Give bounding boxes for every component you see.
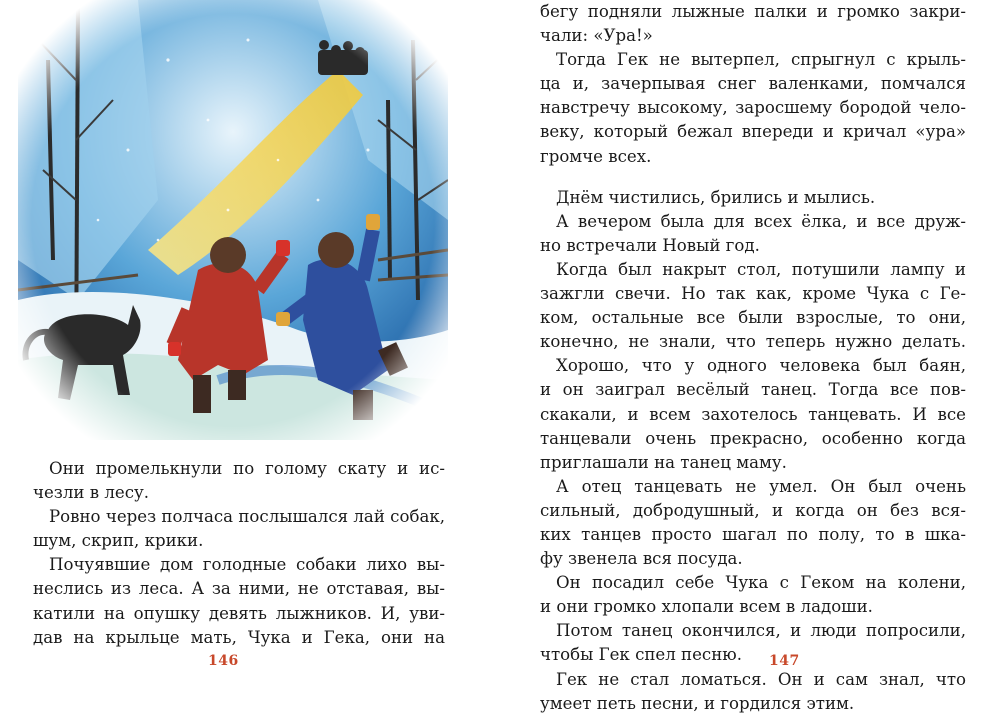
page-number-left: 146 — [208, 653, 239, 669]
text-line: ком, остальные все были взрослые, то они, — [540, 308, 966, 328]
text-line: Гек не стал ломаться. Он и сам знал, что — [556, 669, 966, 689]
text-line: Они промелькнули по голому скату и ис- — [49, 459, 445, 478]
right-page — [494, 0, 989, 713]
text-line: катили на опушку девять лыжников. И, уви- — [33, 603, 445, 623]
text-line: громче всех. — [540, 146, 652, 166]
text-line: Почуявшие дом голодные собаки лихо вы- — [49, 555, 445, 575]
text-line: Когда был накрыт стол, потушили лампу и — [556, 259, 966, 279]
text-line: чтобы Гек спел песню. — [540, 645, 743, 665]
text-line: Днём чистились, брились и мылись. — [556, 187, 876, 207]
text-line: умеет петь песни, и гордился этим. — [540, 693, 855, 713]
text-line: бегу подняли лыжные палки и громко закри- — [540, 2, 966, 21]
text-line: А вечером была для всех ёлка, и все друж- — [556, 211, 966, 231]
text-line: шум, скрип, крики. — [33, 531, 204, 551]
text-line: Он посадил себе Чука с Геком на колени, — [556, 573, 966, 593]
text-line: скакали, и всем захотелось танцевать. И все — [540, 404, 966, 424]
text-line: неслись из леса. А за ними, не отставая, вы- — [33, 579, 445, 599]
text-line: но встречали Новый год. — [540, 235, 760, 255]
text-line: зажгли свечи. Но так как, кроме Чука с Ге- — [540, 284, 966, 304]
text-line: навстречу высокому, заросшему бородой чело- — [540, 98, 966, 118]
text-line: и они громко хлопали всем в ладоши. — [540, 597, 873, 617]
text-line: сильный, добродушный, и когда он без вся- — [540, 500, 966, 520]
left-page-text — [33, 457, 445, 650]
text-line: Ровно через полчаса послышался лай собак, — [49, 507, 445, 527]
text-line: Тогда Гек не вытерпел, спрыгнул с крыль- — [556, 50, 966, 70]
text-line: конечно, не знали, что теперь нужно делать. — [540, 332, 966, 352]
right-page-text — [540, 0, 966, 716]
text-line: Потом танец окончился, и люди попросили, — [556, 621, 966, 641]
text-line: ца и, зачерпывая снег валенками, помчался — [540, 74, 966, 94]
page-number-right: 147 — [769, 653, 800, 669]
text-line: Хорошо, что у одного человека был баян, — [556, 356, 966, 376]
text-line: чали: «Ура!» — [540, 26, 653, 46]
text-line: А отец танцевать не умел. Он был очень — [556, 476, 966, 496]
text-line: чезли в лесу. — [33, 483, 150, 503]
text-line: ких танцев просто шагал по полу, то в шка- — [540, 524, 966, 544]
winter-illustration — [18, 0, 448, 440]
text-line: танцевали очень прекрасно, особенно когда — [540, 428, 966, 448]
left-page — [0, 0, 494, 680]
text-line: веку, который бежал впереди и кричал «ура» — [540, 122, 966, 142]
paragraph-gap — [540, 169, 966, 186]
text-line: дав на крыльце мать, Чука и Гека, они на — [33, 627, 445, 647]
text-line: и он заиграл весёлый танец. Тогда все пов- — [540, 380, 966, 400]
text-line: фу звенела вся посуда. — [540, 549, 743, 569]
text-line: приглашали на танец маму. — [540, 452, 787, 472]
